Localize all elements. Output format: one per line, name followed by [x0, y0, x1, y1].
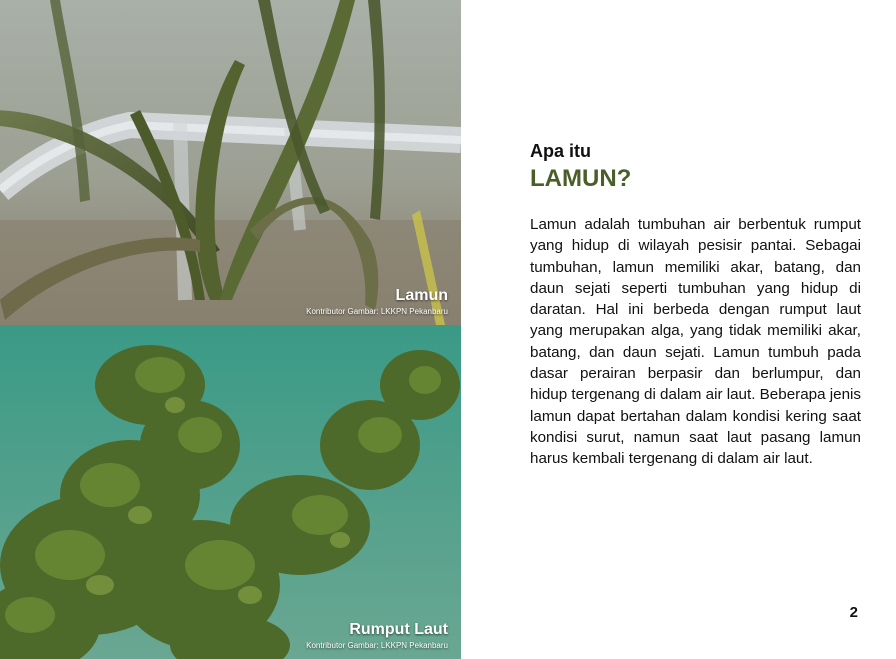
body-paragraph: Lamun adalah tumbuhan air berbentuk rumput yang hidup di wilayah pesisir pantai. Sebagai tumbuhan, lamun memiliki akar, batang, dan daun sejati seperti tumbuhan yang hidup di daratan. Hal ini berbeda dengan rumput laut yang merupakan alga, yang tidak memiliki akar, batang, dan daun sejati. Lamun tumbuh pada dasar perairan berpasir dan berlumpur, dan hidup tergenang di dalam air laut. Beberapa jenis lamun dapat bertahan dalam kondisi kering saat kondisi surut, namun saat laut pasang lamun harus kembali tergenang di dalam air laut. — [530, 216, 861, 468]
seaweed-photo — [0, 325, 461, 659]
seagrass-illustration — [0, 0, 461, 325]
seagrass-caption-credit: Kontributor Gambar: LKKPN Pekanbaru — [306, 307, 448, 316]
seaweed-caption-credit: Kontributor Gambar: LKKPN Pekanbaru — [306, 641, 448, 650]
seaweed-caption — [306, 621, 448, 651]
seaweed-illustration — [0, 325, 461, 659]
seagrass-caption — [306, 287, 448, 317]
seagrass-caption-title: Lamun — [395, 287, 448, 304]
heading-kicker: Apa itu — [530, 141, 591, 161]
text-column — [530, 140, 861, 470]
seaweed-caption-title: Rumput Laut — [349, 621, 448, 638]
page-number: 2 — [849, 604, 858, 621]
page-title: LAMUN? — [530, 165, 632, 192]
seagrass-photo — [0, 0, 461, 325]
